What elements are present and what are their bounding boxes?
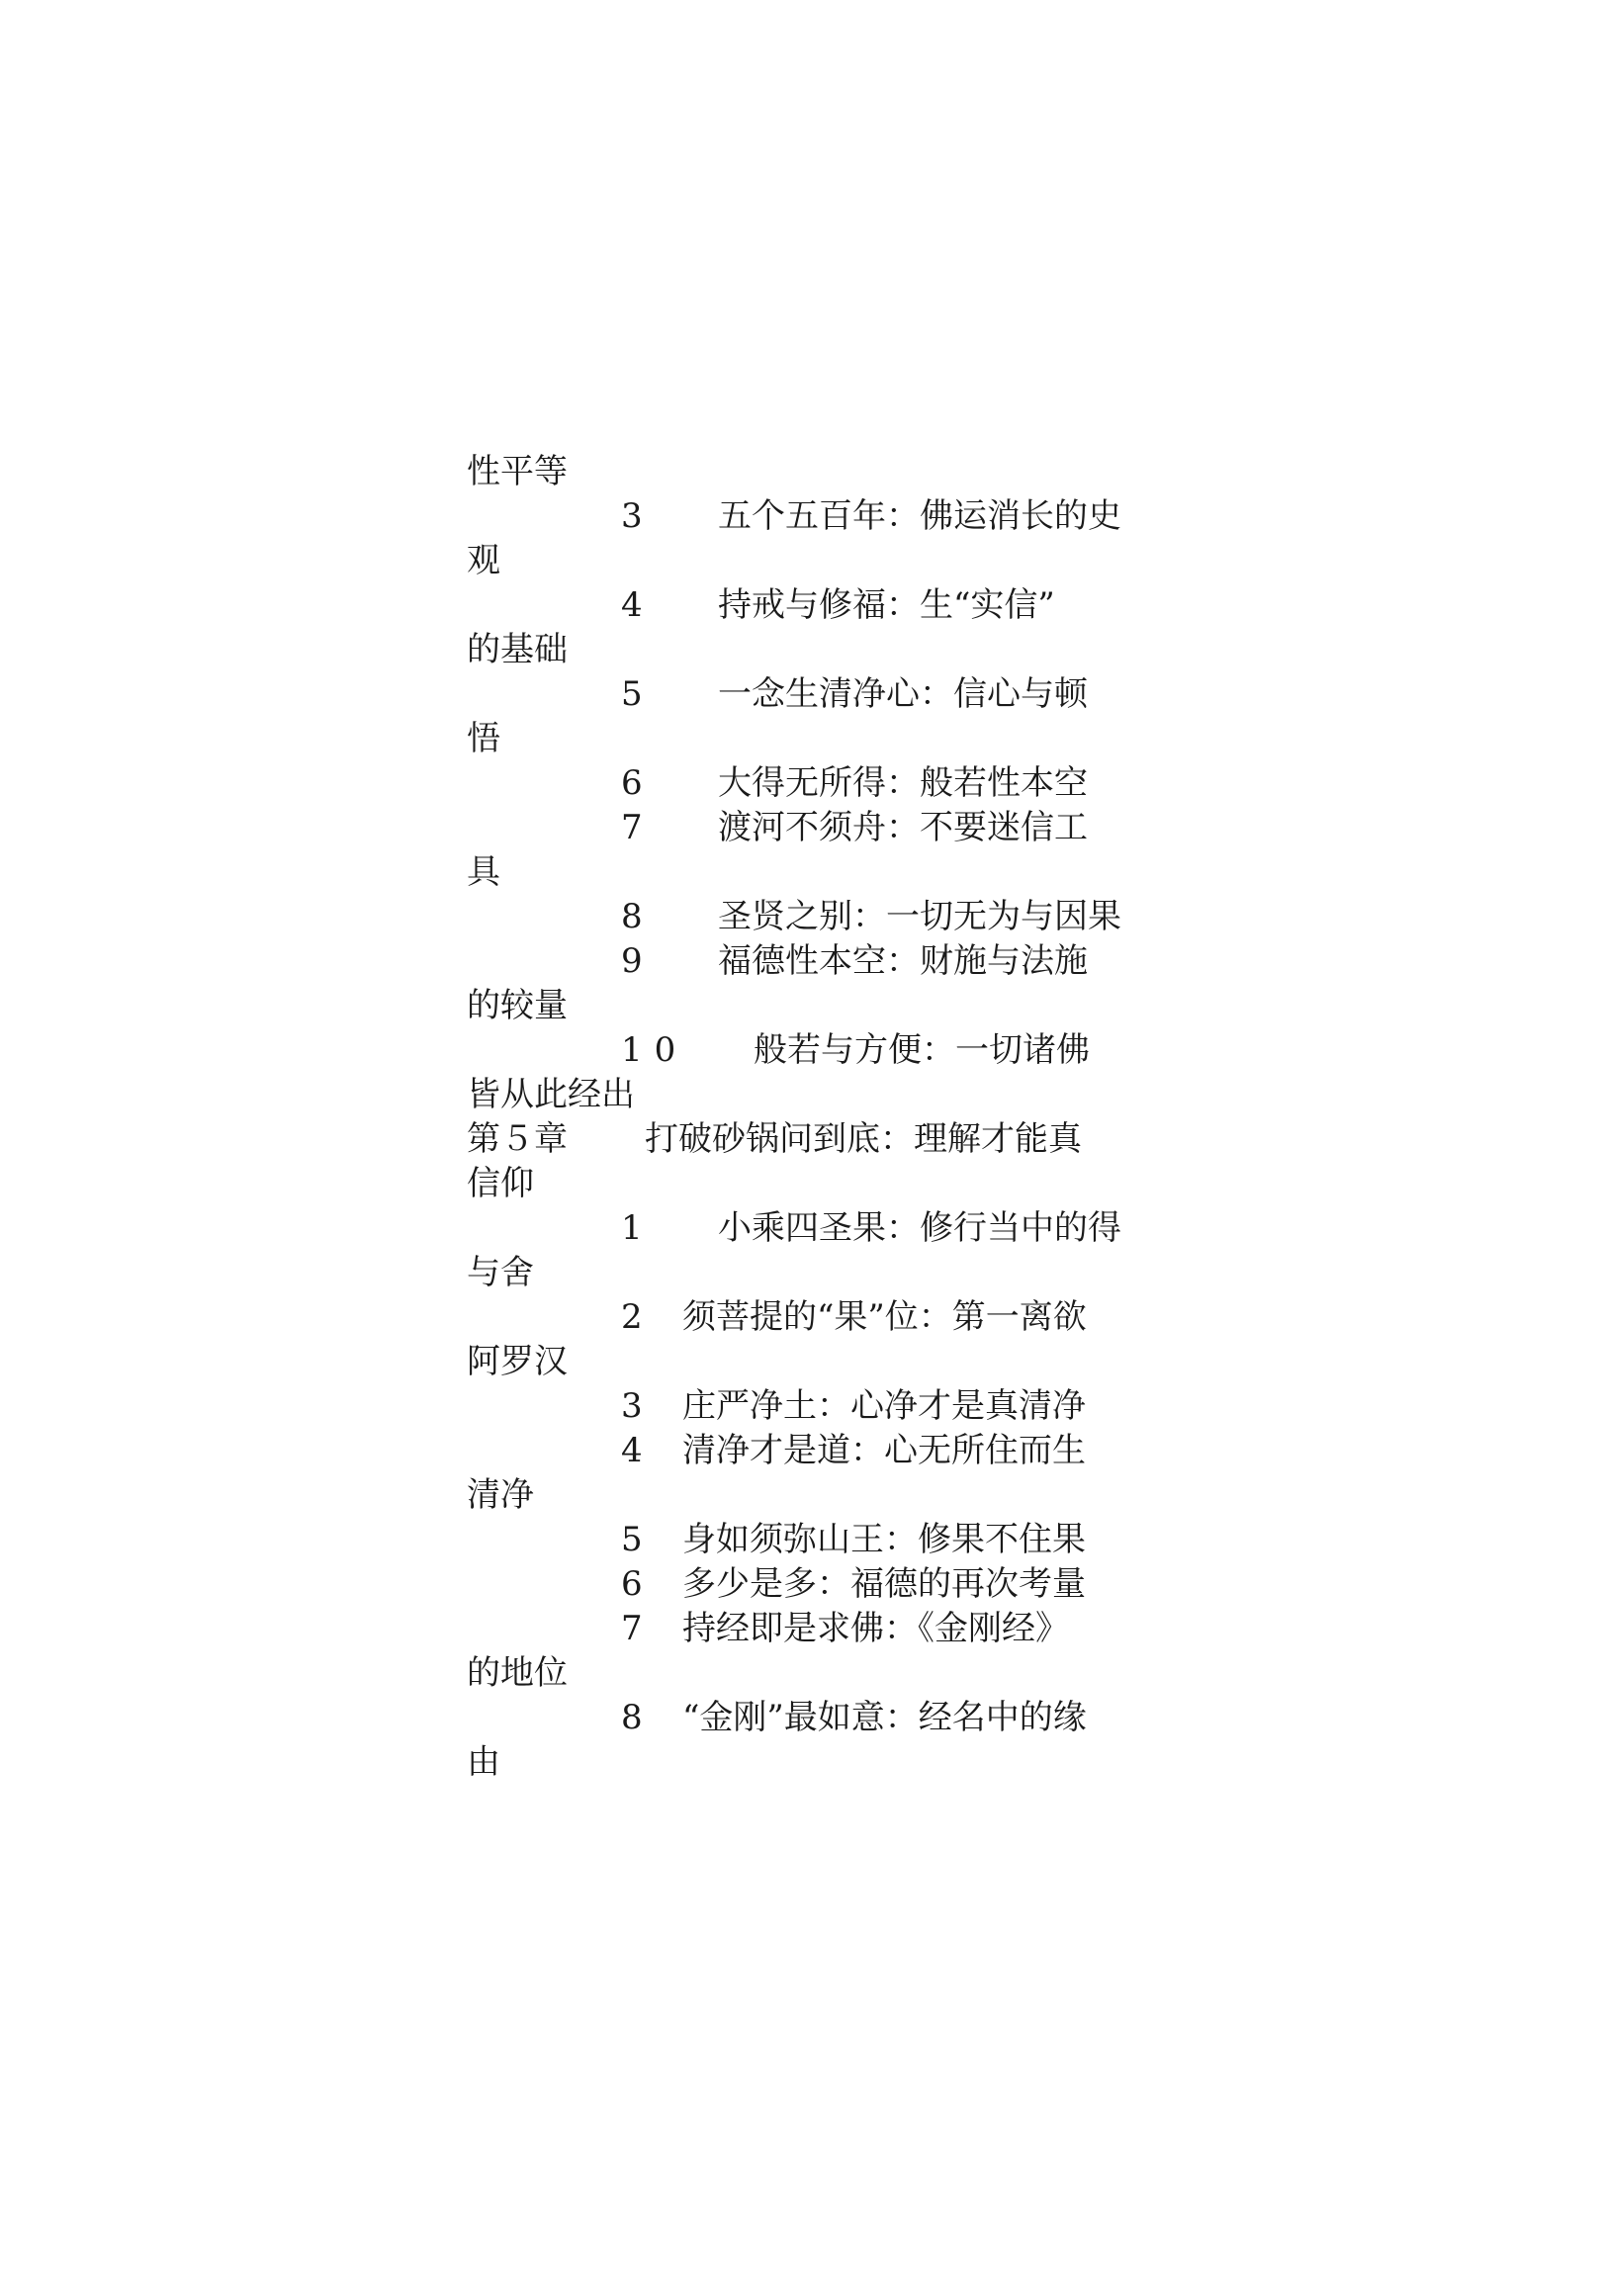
toc-entry-number: 6 [621,763,643,803]
toc-chapter-title: 打破砂锅问到底：理解才能真 [645,1119,1082,1159]
toc-entry-number: 8 [621,897,643,936]
toc-continuation-text: 信仰 [467,1164,534,1203]
toc-entry-number: 4 [621,585,643,625]
toc-entry-number: 2 [621,1297,643,1337]
toc-continuation-text: 悟 [467,719,500,758]
toc-entry-number: 5 [621,674,643,714]
toc-entry-title: 五个五百年：佛运消长的史 [718,496,1121,536]
toc-continuation-text: 具 [467,852,500,892]
toc-continuation-text: 的基础 [467,630,568,669]
toc-chapter-number: 第５章 [467,1119,568,1159]
toc-entry-title: 一念生清净心：信心与顿 [718,674,1088,714]
toc-continuation-text: 的较量 [467,986,568,1025]
toc-entry-title: 清净才是道：心无所住而生 [682,1431,1086,1470]
toc-entry-number: 3 [621,496,643,536]
toc-entry-number: 4 [621,1431,643,1470]
toc-entry-number: 5 [621,1520,643,1559]
toc-entry-title: “金刚”最如意：经名中的缘 [682,1698,1087,1737]
toc-continuation-text: 由 [467,1742,500,1782]
toc-entry-number: 6 [621,1564,643,1604]
toc-continuation-text: 皆从此经出 [467,1075,635,1114]
toc-continuation-text: 观 [467,541,500,580]
toc-entry-title: 持戒与修福：生“实信” [718,585,1055,625]
toc-entry-number: 10 [621,1030,688,1070]
toc-entry-title: 般若与方便：一切诸佛 [754,1030,1090,1070]
toc-continuation-text: 清净 [467,1475,534,1515]
toc-entry-title: 持经即是求佛：《金刚经》 [682,1609,1069,1648]
toc-entry-title: 庄严净土：心净才是真清净 [682,1386,1086,1426]
toc-entry-title: 大得无所得：般若性本空 [718,763,1088,803]
toc-entry-title: 身如须弥山王：修果不住果 [682,1520,1086,1559]
toc-continuation-text: 阿罗汉 [467,1342,568,1381]
toc-entry-title: 圣贤之别：一切无为与因果 [718,897,1121,936]
toc-entry-number: 9 [621,941,643,981]
toc-entry-number: 1 [621,1208,643,1248]
toc-entry-number: 3 [621,1386,643,1426]
toc-entry-title: 小乘四圣果：修行当中的得 [718,1208,1121,1248]
toc-entry-title: 福德性本空：财施与法施 [718,941,1088,981]
toc-continuation-text: 的地位 [467,1653,568,1693]
toc-continuation-text: 与舍 [467,1253,534,1292]
toc-entry-title: 多少是多：福德的再次考量 [682,1564,1086,1604]
toc-entry-number: 7 [621,808,643,847]
toc-entry-title: 须菩提的“果”位：第一离欲 [682,1297,1087,1337]
toc-continuation-text: 性平等 [467,452,568,491]
toc-entry-title: 渡河不须舟：不要迷信工 [718,808,1088,847]
toc-entry-number: 8 [621,1698,643,1737]
toc-entry-number: 7 [621,1609,643,1648]
